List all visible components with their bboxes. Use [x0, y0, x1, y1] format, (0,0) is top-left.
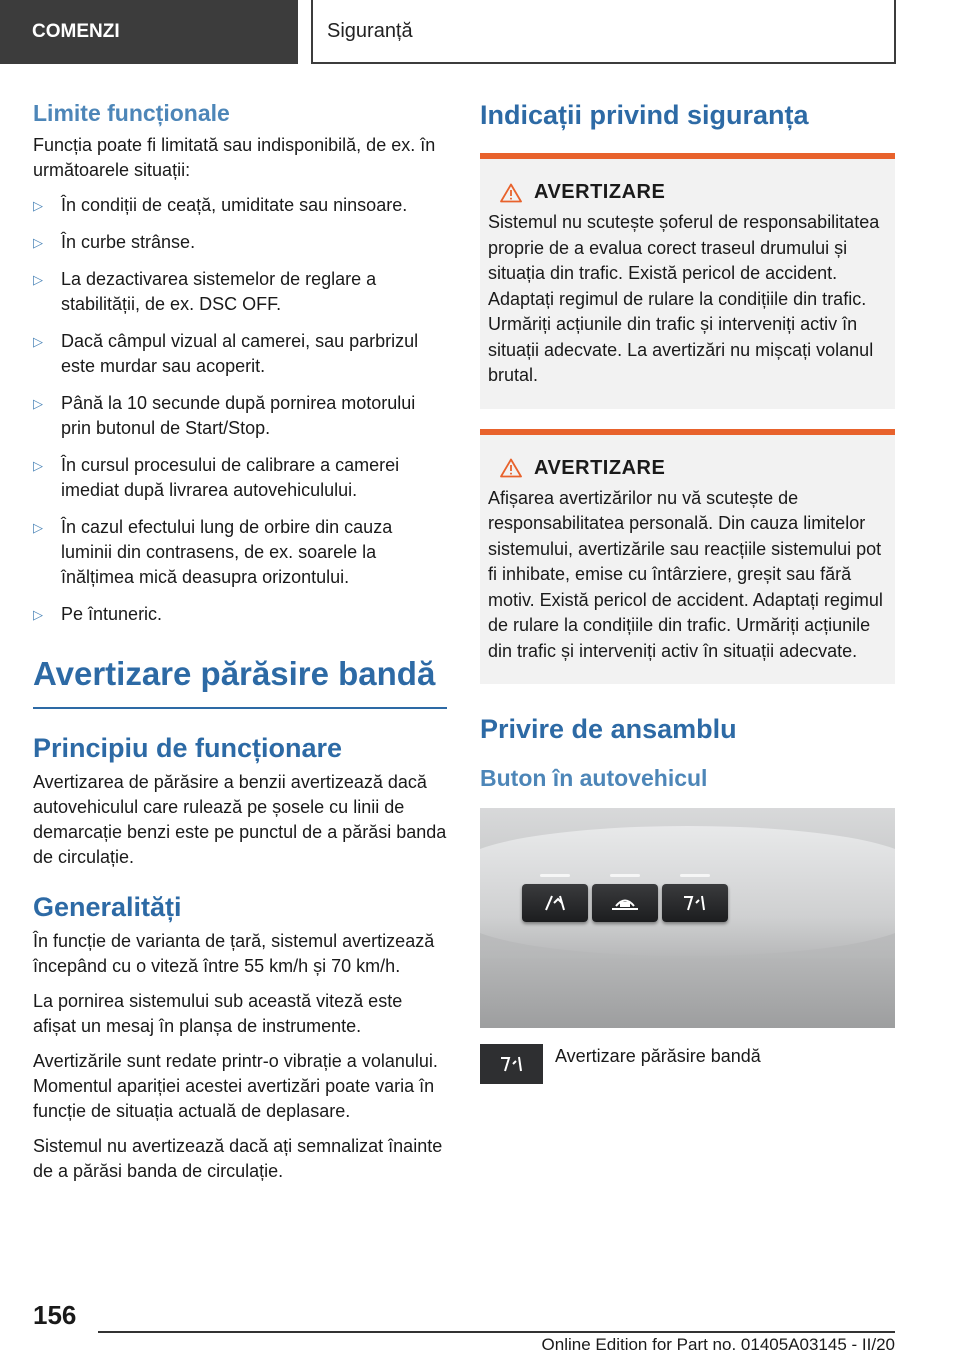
- button-title: Buton în autovehicul: [480, 765, 708, 791]
- page-number: 156: [33, 1300, 77, 1330]
- safety-title: Indicații privind siguranța: [480, 100, 809, 130]
- general-paragraph: Avertizările sunt redate printr-o vibrație a volanului. Momentul apariției acestei avertizări poate varia în funcție de situația actuală de deplasare.: [33, 1050, 438, 1121]
- limits-intro: Funcția poate fi limitată sau indisponibilă, de ex. în următoarele situații:: [33, 135, 436, 180]
- right-column: [480, 100, 895, 1084]
- triangle-bullet-icon: ▷: [33, 272, 43, 287]
- footer-divider: [98, 1331, 895, 1333]
- title-divider: [33, 707, 447, 709]
- triangle-bullet-icon: ▷: [33, 198, 43, 213]
- warning-label: AVERTIZARE: [534, 181, 666, 203]
- principle-text: Avertizarea de părăsire a benzii avertizează dacă autovehiculul care rulează pe șosele cu linii de demarcație benzi este pe punctul de a părăsi banda de circulație.: [33, 771, 447, 867]
- header-chapter-label: Siguranță: [327, 19, 413, 42]
- lane-departure-icon: [480, 1044, 543, 1084]
- left-column: [33, 100, 447, 1194]
- general-title: Generalități: [33, 891, 182, 922]
- general-paragraph: La pornirea sistemului sub această viteză este afișat un mesaj în planșa de instrumente.: [33, 990, 403, 1036]
- list-item: ▷ În cursul procesului de calibrare a camerei imediat după livrarea autovehiculului.: [33, 455, 400, 500]
- header-section-tab: [0, 0, 298, 64]
- triangle-bullet-icon: ▷: [33, 607, 43, 622]
- general-paragraph: În funcție de varianta de țară, sistemul avertizează începând cu o viteză între 55 km/h și 70 km/h.: [33, 930, 435, 976]
- list-item: ▷ În curbe strânse.: [33, 230, 447, 255]
- warning-triangle-icon: [500, 183, 522, 203]
- list-item: ▷ La dezactivarea sistemelor de reglare a stabilității, de ex. DSC OFF.: [33, 269, 377, 314]
- triangle-bullet-icon: ▷: [33, 520, 43, 535]
- principle-title: Principiu de funcționare: [33, 732, 343, 763]
- lane-assist-button-icon: [522, 884, 588, 922]
- lane-departure-button-icon: [662, 884, 728, 922]
- triangle-bullet-icon: ▷: [33, 334, 43, 349]
- triangle-bullet-icon: ▷: [33, 396, 43, 411]
- legend-item: [480, 1044, 895, 1084]
- list-item: ▷ Pe întuneric.: [33, 602, 447, 627]
- overview-title: Privire de ansamblu: [480, 714, 737, 744]
- collision-warning-button-icon: [592, 884, 658, 922]
- list-item: ▷ Dacă câmpul vizual al camerei, sau parbrizul este murdar sau acoperit.: [33, 331, 419, 376]
- limits-title: Limite funcționale: [33, 100, 230, 126]
- header-chapter-tab: [311, 0, 896, 64]
- triangle-bullet-icon: ▷: [33, 458, 43, 473]
- limits-list: [33, 193, 447, 627]
- list-item: ▷ În condiții de ceață, umiditate sau ninsoare.: [33, 193, 447, 218]
- warning-text: Sistemul nu scutește șoferul de responsabilitatea proprie de a evalua corect traseul drumului și situația din trafic. Există pericol de accident. Adaptați regimul de rulare la condițiile din trafic. Urmăriți acțiunile din trafic și interveniți activ în situații adecvate. La avertizări nu mișcați volanul brutal.: [488, 212, 880, 385]
- list-item: ▷ În cazul efectului lung de orbire din cauza luminii din contrasens, de ex. soarele la înălțimea mică deasupra orizontului.: [33, 517, 393, 587]
- warning-label: AVERTIZARE: [534, 456, 666, 479]
- list-item: ▷ Până la 10 secunde după pornirea motorului prin butonul de Start/Stop.: [33, 393, 416, 438]
- warning-box: [480, 153, 895, 409]
- warning-triangle-icon: [500, 458, 522, 478]
- triangle-bullet-icon: ▷: [33, 235, 43, 250]
- legend-label: Avertizare părăsire bandă: [555, 1046, 761, 1066]
- warning-text: Afișarea avertizărilor nu vă scutește de responsabilitatea personală. Din cauza limitelor sistemului, avertizările sau reacțiile sistemului pot fi inhibate, emise cu întârziere, greșit sau fără motiv. Există pericol de accident. Adaptați regimul de rulare la condițiile din trafic. Urmăriți acțiunile din trafic și interveniți activ în situații adecvate.: [488, 487, 883, 661]
- footer-edition: Online Edition for Part no. 01405A03145 - II/20: [541, 1335, 895, 1354]
- warning-box: [480, 429, 895, 685]
- vehicle-buttons-photo: [480, 808, 895, 1028]
- main-title: Avertizare părăsire bandă: [33, 655, 436, 692]
- general-paragraph: Sistemul nu avertizează dacă ați semnalizat înainte de a părăsi banda de circulație.: [33, 1135, 443, 1181]
- header-section-label: COMENZI: [32, 21, 120, 42]
